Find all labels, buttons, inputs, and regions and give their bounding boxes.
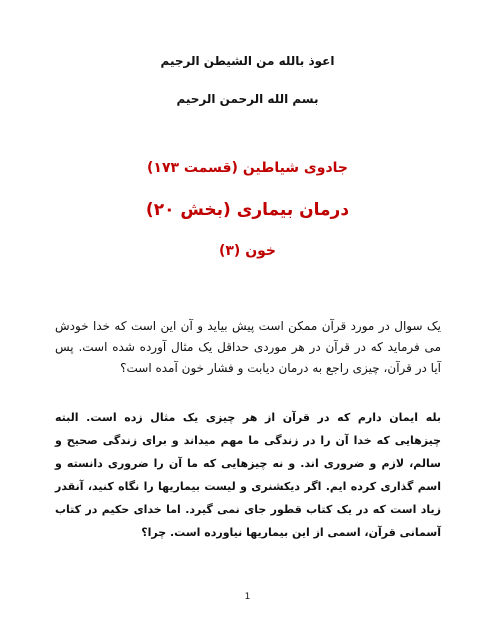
answer-paragraph: بله ایمان دارم که در قرآن از هر چیزی یک مثال زده است. البته چیزهایی که خدا آن را در زندگی ما مهم میداند و برای زندگی صحیح و سالم، لازم و ضروری اند. و نه چیزهایی که ما آن را ضروری دانسته و اسم گذاری کرده ایم. اگر دیکشنری و لیست بیماریها را نگاه کنید، آنقدر زیاد است که در یک کتاب قطور جای نمی گیرد. اما خدای حکیم در کتاب آسمانی قرآن، اسمی از این بیماریها نیاورده است. چرا؟ bbox=[55, 411, 441, 539]
document-subtitle: درمان بیماری (بخش ۲۰) bbox=[145, 200, 350, 220]
document-title: جادوی شیاطین (قسمت ۱۷۳) bbox=[147, 160, 348, 176]
opening-line-istiadha: اعوذ بالله من الشیطن الرجیم bbox=[160, 54, 335, 68]
question-paragraph: یک سوال در مورد قرآن ممکن است پیش بیاید و آن این است که خدا خودش می فرماید که در قرآن در هر موردی حداقل یک مثال آورده شده است. پس آیا در قرآن، چیزی راجع به درمان دیابت و فشار خون آمده است؟ bbox=[55, 319, 441, 375]
opening-line-basmala: بسم الله الرحمن الرحیم bbox=[176, 92, 319, 106]
page-number: 1 bbox=[244, 592, 251, 602]
section-heading: خون (۳) bbox=[218, 243, 277, 259]
